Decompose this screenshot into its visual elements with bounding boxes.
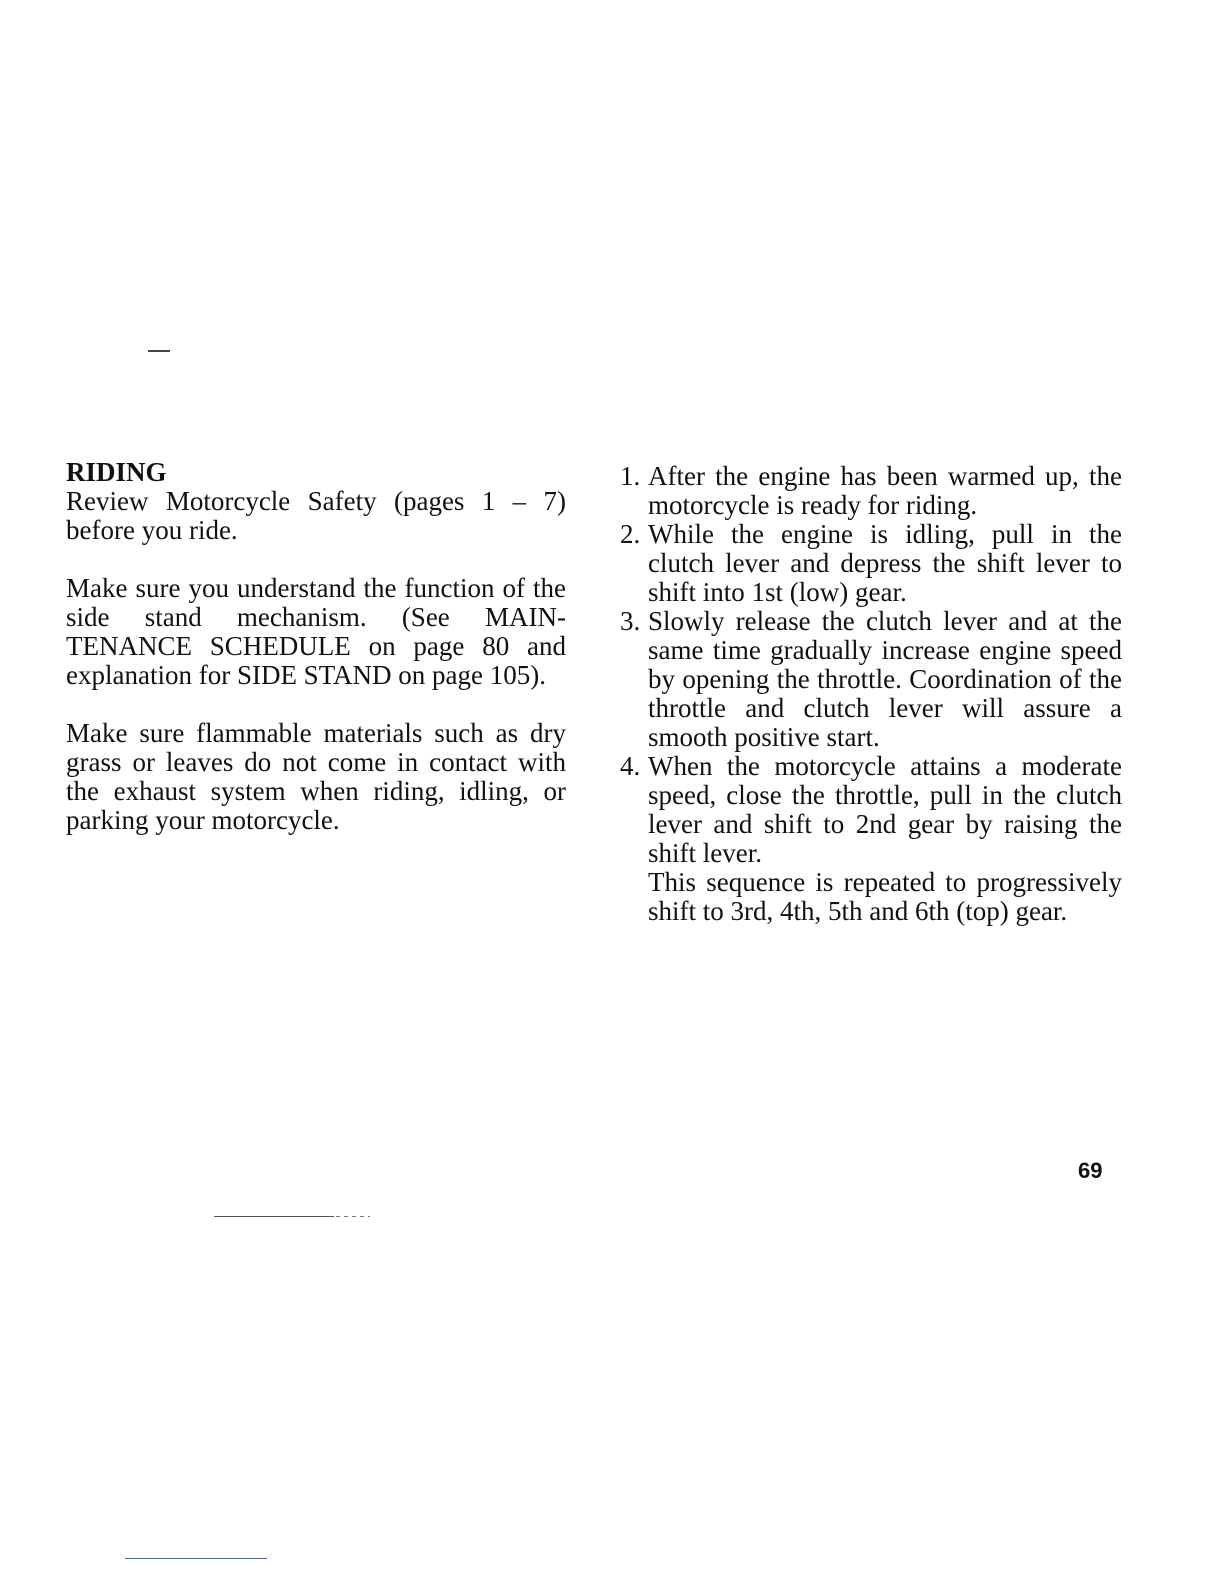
footer-rule-dashed xyxy=(336,1216,370,1217)
scan-mark xyxy=(148,350,170,352)
step-number: 4. xyxy=(620,751,641,781)
left-column xyxy=(66,458,566,864)
step-number: 3. xyxy=(620,606,641,636)
paragraph-side-stand: Make sure you understand the function of the side stand mechanism. (See MAIN-TENANCE SCHEDULE on page 80 and explanation for SIDE STAND on page 105). xyxy=(66,573,566,690)
step-continuation-text: This sequence is repeated to progressively shift to 3rd, 4th, 5th and 6th (top) gear. xyxy=(648,867,1122,926)
footer-rule xyxy=(214,1216,334,1217)
step-text: When the motorcycle attains a moderate speed, close the throttle, pull in the clutch lever and shift to 2nd gear by raising the shift lever. xyxy=(648,751,1122,868)
list-item xyxy=(620,462,1122,520)
right-column xyxy=(620,462,1122,926)
step-text: While the engine is idling, pull in the clutch lever and depress the shift lever to shift into 1st (low) gear. xyxy=(648,519,1122,607)
riding-steps-list xyxy=(620,462,1122,868)
list-item xyxy=(620,752,1122,868)
paragraph-review-safety: Review Motorcycle Safety (pages 1 – 7) before you ride. xyxy=(66,486,566,545)
page-number: 69 xyxy=(1078,1158,1103,1183)
scan-edge-line xyxy=(125,1558,267,1559)
paragraph-flammable-materials: Make sure flammable materials such as dry grass or leaves do not come in contact with the exhaust system when riding, idling, or parking your motorcycle. xyxy=(66,718,566,835)
step-number: 2. xyxy=(620,519,641,549)
list-item xyxy=(620,607,1122,752)
step-text: Slowly release the clutch lever and at the same time gradually increase engine speed by opening the throttle. Coordination of the throttle and clutch lever will assure a smooth positive start. xyxy=(648,606,1122,752)
step-text: After the engine has been warmed up, the motorcycle is ready for riding. xyxy=(648,461,1122,520)
list-item xyxy=(620,520,1122,607)
step-number: 1. xyxy=(620,461,641,491)
section-heading: RIDING xyxy=(66,457,167,487)
